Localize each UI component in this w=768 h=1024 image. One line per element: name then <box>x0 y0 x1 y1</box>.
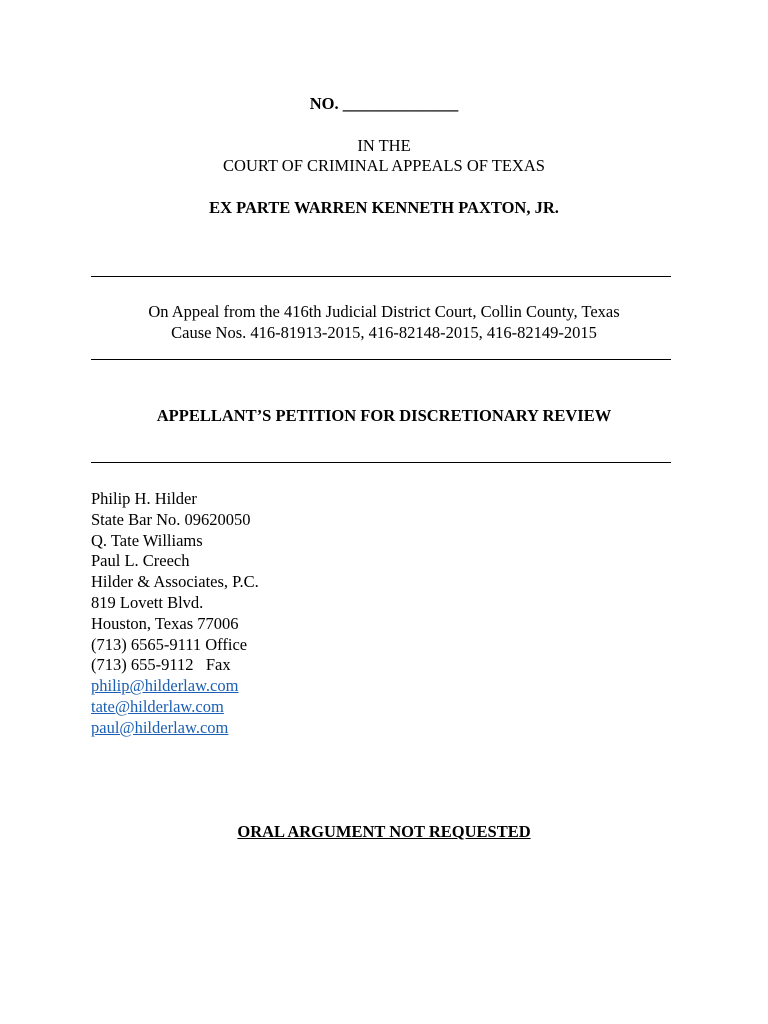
cause-numbers: Cause Nos. 416-81913-2015, 416-82148-2015, 416-82149-2015 <box>171 323 597 342</box>
firm-name: Hilder & Associates, P.C. <box>91 572 259 592</box>
city-state-zip: Houston, Texas 77006 <box>91 613 239 633</box>
co-counsel-name: Paul L. Creech <box>91 551 190 571</box>
divider-bottom <box>91 462 671 463</box>
divider-top <box>91 276 671 277</box>
email-link-tate[interactable]: tate@hilderlaw.com <box>91 696 224 716</box>
court-intro: IN THE <box>357 136 411 155</box>
co-counsel-name: Q. Tate Williams <box>91 530 203 550</box>
office-phone: (713) 6565-9111 Office <box>91 634 248 654</box>
counsel-name: Philip H. Hilder <box>91 489 197 508</box>
document-title: APPELLANT’S PETITION FOR DISCRETIONARY REVIEW <box>156 406 612 425</box>
fax-number: (713) 655-9112 Fax <box>91 655 231 675</box>
case-name: EX PARTE WARREN KENNETH PAXTON, JR. <box>209 198 559 217</box>
oral-argument-notice <box>0 822 768 842</box>
state-bar-number: State Bar No. 09620050 <box>91 509 251 529</box>
divider-middle <box>91 359 671 360</box>
email-link-philip[interactable]: philip@hilderlaw.com <box>91 676 239 696</box>
court-name: COURT OF CRIMINAL APPEALS OF TEXAS <box>223 156 545 175</box>
case-number: NO. ______________ <box>309 94 459 113</box>
email-link-paul[interactable]: paul@hilderlaw.com <box>91 717 229 737</box>
oral-argument-text: ORAL ARGUMENT NOT REQUESTED <box>237 822 531 841</box>
counsel-block <box>91 489 259 739</box>
appeal-origin: On Appeal from the 416th Judicial District Court, Collin County, Texas <box>148 302 620 321</box>
street-address: 819 Lovett Blvd. <box>91 592 204 612</box>
